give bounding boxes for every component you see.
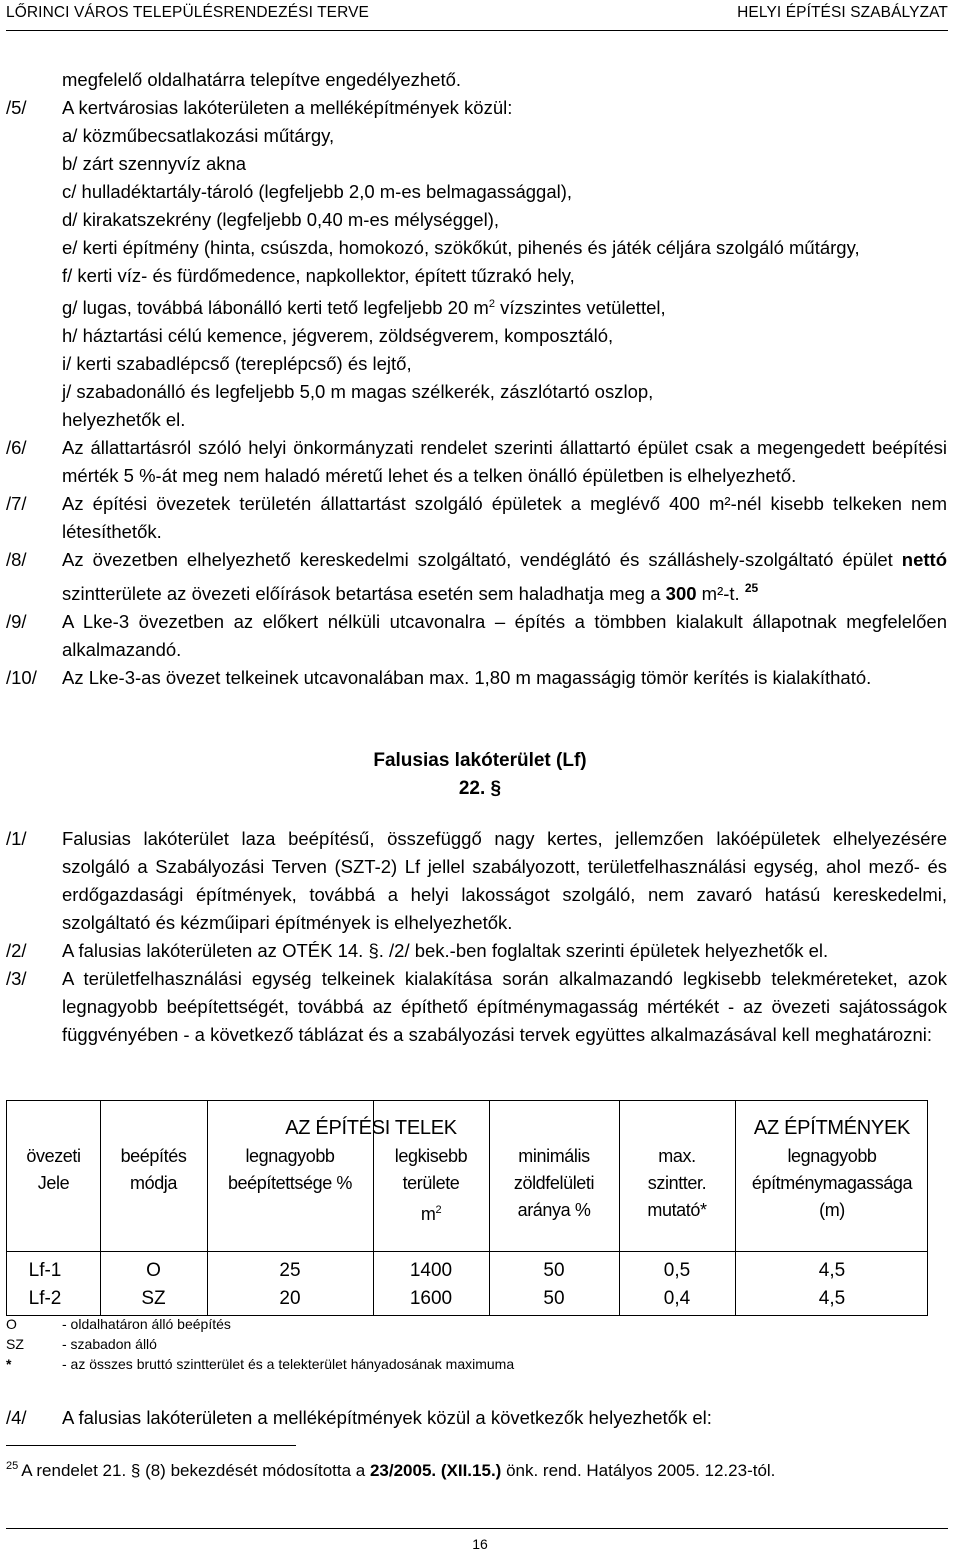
paragraph-6: /6/ Az állattartásról szóló helyi önkormányzati rendelet szerinti állattartó épület csak a megengedett beépítési mérték 5 %-át meg nem haladó méretű lehet és a telken önálló épületben is elhelyezhető. [6, 437, 947, 486]
paragraph-9: /9/ A Lke-3 övezetben az előkert nélküli utcavonalra – építés a tömbben kialakult állapotnak megfelelően alkalmazandó. [6, 611, 947, 660]
list-item: c/ hulladéktartály-tároló (legfeljebb 2,0 m-es belmagassággal), [62, 181, 573, 202]
section-paragraph-2: /2/ A falusias lakóterületen az OTÉK 14. §. /2/ bek.-ben foglaltak szerinti épületek helyezhetők el. [6, 940, 829, 961]
list-item: g/ lugas, továbbá lábonálló kerti tető legfeljebb 20 $m^2$ vízszintes vetülettel, [62, 297, 666, 318]
list-item: i/ kerti szabadlépcső (tereplépcső) és lejtő, [62, 353, 412, 374]
table-group-lot: AZ ÉPÍTÉSI TELEK [285, 1117, 457, 1139]
footnote: $^{25}$ A rendelet 21. § (8) bekezdését módosította a 23/2005. (XII.15.) önk. rend. Hatályos 2005. 12.23-tól. [6, 1460, 776, 1480]
section-number: 22. § [458, 778, 502, 799]
section-paragraph-3: /3/ A területfelhasználási egység telkeinek kialakítása során alkalmazandó legkisebb telekméreteket, azok legnagyobb beépítettségét, továbbá az építhető építménymagasság mértékét - az övezeti sajátosságok függvényében - a következő táblázat és a szabályozási tervek együttes alkalmazásával kell meghatározni: [6, 968, 947, 1045]
section-paragraph-1: /1/ Falusias lakóterület laza beépítésű, összefüggő nagy kertes, jellemzően lakóépületek elhelyezésére szolgáló a Szabályozási Terven (SZT-2) Lf jellel szabályozott, területfelhasználási egység, ahol mező- és erdőgazdasági építmények, továbbá a helyi lakosságot szolgáló, nem zavaró hatású kereskedelmi, szolgáltató és kézműipari építmények is elhelyezhetők. [6, 828, 947, 933]
list-item: d/ kirakatszekrény (legfeljebb 0,40 m-es mélységgel), [62, 209, 499, 230]
list-item: j/ szabadonálló és legfeljebb 5,0 m magas szélkerék, zászlótartó oszlop, [62, 381, 654, 402]
zoning-table: AZ ÉPÍTÉSI TELEK AZ ÉPÍTMÉNYEK övezeti Jele beépítés módja legnagyobb beépítettsége % legkisebb területe $m^2$ minimális zöldfelületi aránya % max. szintter. mutató* legnagyobb építménymagassága (m) Lf-1 O 25 1400 50 0,5 4,5 Lf-2 SZ 20 1600 50 0,4 4,5 [6, 1100, 928, 1316]
footnote-reference: 25 [744, 581, 759, 595]
list-item: f/ kerti víz- és fürdőmedence, napkollektor, épített tűzrakó hely, [62, 265, 575, 286]
header-left: LŐRINCI VÁROS TELEPÜLÉSRENDEZÉSI TERVE [6, 4, 369, 21]
table-header: max. szintter. mutató* [647, 1146, 707, 1220]
section-paragraph-4: /4/ A falusias lakóterületen a melléképítmények közül a következők helyezhetők el: [6, 1407, 712, 1428]
paragraph-8: /8/ Az övezetben elhelyezhető kereskedelmi szolgáltató, vendéglátó és szálláshely-szolgáltató épület nettó szintterülete az övezeti előírások betartása esetén sem haladhatja meg a 300 m²-t. $^{25}$ [6, 549, 947, 604]
paragraph-number: /5/ [6, 97, 27, 118]
paragraph-7: /7/ Az építési övezetek területén állattartást szolgáló épületek a meglévő 400 m²-nél kisebb telkeken nem létesíthetők. [6, 493, 947, 542]
paragraph-5-intro: A kertvárosias lakóterületen a melléképítmények közül: [62, 97, 513, 118]
list-item: helyezhetők el. [62, 409, 186, 430]
footnote-separator [6, 1445, 296, 1446]
footer-rule [6, 1528, 948, 1529]
list-item: e/ kerti építmény (hinta, csúszda, homokozó, szökőkút, pihenés és játék céljára szolgáló műtárgy, [62, 237, 860, 258]
table-header: legnagyobb építménymagassága (m) [751, 1146, 913, 1220]
table-group-building: AZ ÉPÍTMÉNYEK [753, 1117, 911, 1139]
paragraph-10: /10/ Az Lke-3-as övezet telkeinek utcavonalában max. 1,80 m magasságig tömör kerítés is kialakítható. [6, 667, 872, 688]
table-header: minimális zöldfelületi aránya % [513, 1146, 595, 1220]
list-item: a/ közműbecsatlakozási műtárgy, [62, 125, 335, 146]
continuation-line: megfelelő oldalhatárra telepítve engedélyezhető. [62, 69, 462, 90]
header-right: HELYI ÉPÍTÉSI SZABÁLYZAT [737, 4, 948, 21]
table-header: beépítés módja [120, 1146, 187, 1193]
paragraph-5 [0, 94, 960, 434]
table-header: legnagyobb beépítettsége % [227, 1146, 353, 1193]
list-item: h/ háztartási célú kemence, jégverem, zöldségverem, komposztáló, [62, 325, 614, 346]
section-title: Falusias lakóterület (Lf) [373, 750, 587, 771]
list-item: b/ zárt szennyvíz akna [62, 153, 247, 174]
page-number: 16 [472, 1536, 488, 1552]
table-header: övezeti Jele [26, 1146, 81, 1193]
table-header: legkisebb területe $m^2$ [394, 1146, 468, 1224]
